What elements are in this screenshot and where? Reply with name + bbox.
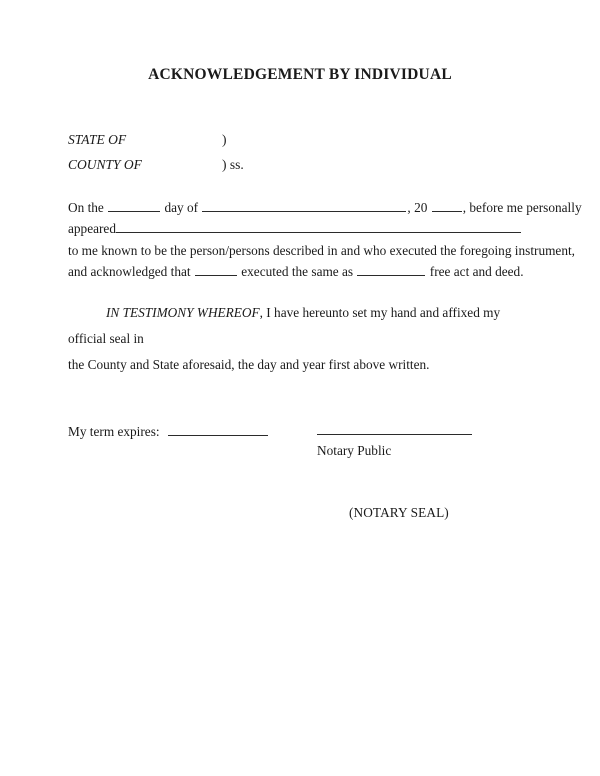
notary-seal-label: (NOTARY SEAL) <box>349 505 449 520</box>
testimony-line-1 <box>68 300 530 352</box>
page-title: ACKNOWLEDGEMENT BY INDIVIDUAL <box>148 66 452 83</box>
executed-same-text: executed the same as <box>241 264 354 280</box>
who-executed-blank-field[interactable] <box>195 263 237 276</box>
testimony-paragraph <box>68 300 530 378</box>
term-expires-row <box>68 424 530 440</box>
acknowledgement-body <box>68 197 582 283</box>
month-blank-field[interactable] <box>202 199 406 212</box>
and-acknowledged-text: and acknowledged that <box>68 264 191 280</box>
possessive-blank-field[interactable] <box>357 263 425 276</box>
venue-block <box>68 132 528 182</box>
notary-public-caption: Notary Public <box>317 443 392 458</box>
notary-signature-line[interactable] <box>317 434 472 435</box>
day-of-text: day of <box>164 200 199 215</box>
county-state-aforesaid-text: the County and State aforesaid, the day and year first above written. <box>68 357 430 372</box>
before-me-text: , before me personally <box>462 200 582 215</box>
venue-row-county <box>68 157 528 182</box>
body-line-date <box>68 197 582 218</box>
state-of-label: STATE OF <box>68 132 127 147</box>
appeared-name-blank-field[interactable] <box>116 220 521 233</box>
county-paren-ss: ) ss. <box>222 157 244 172</box>
testimony-rest-text: , I have hereunto set my hand and affixed my official seal in <box>68 305 501 346</box>
year-blank-field[interactable] <box>432 199 462 212</box>
appeared-text: appeared <box>68 221 116 237</box>
day-blank-field[interactable] <box>108 199 160 212</box>
year-prefix-text: , 20 <box>407 200 428 215</box>
person-described-text: to me known to be the person/persons described in and who executed the foregoing instrument, <box>68 242 576 258</box>
free-act-deed-text: free act and deed. <box>429 264 524 280</box>
body-line-appeared <box>68 218 530 239</box>
term-expires-label: My term expires: <box>68 424 160 439</box>
venue-row-state <box>68 132 528 157</box>
body-line-known <box>68 240 576 261</box>
in-testimony-whereof-text: IN TESTIMONY WHEREOF <box>106 305 260 320</box>
on-the-text: On the <box>68 200 104 215</box>
term-expires-block <box>68 424 530 440</box>
testimony-line-2 <box>68 352 530 378</box>
state-paren: ) <box>222 132 227 147</box>
body-line-acknowledged <box>68 261 530 282</box>
term-expires-blank-field[interactable] <box>168 424 268 436</box>
county-of-label: COUNTY OF <box>68 157 142 172</box>
